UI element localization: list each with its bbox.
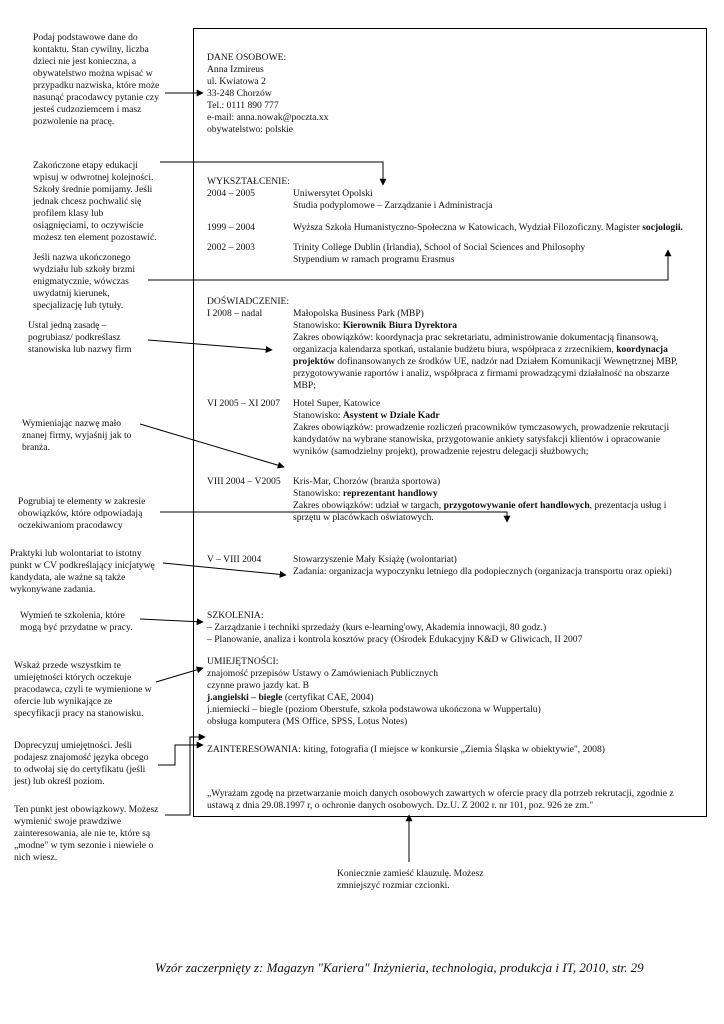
skill-3 <box>207 692 374 704</box>
note-bold-duties: Pogrubiaj te elementy w zakresie obowiązków, które odpowiadają oczekiwaniom pracodawcy <box>18 496 146 531</box>
job3-duties-bold: przygotowywanie ofert handlowych <box>443 500 590 511</box>
cv-document <box>193 28 707 817</box>
job2-position-label: Stanowisko: <box>293 410 341 421</box>
job3-position-value: reprezentant handlowy <box>342 488 438 499</box>
note-trainings: Wymień te szkolenia, które mogą być przydatne w pracy. <box>20 610 133 633</box>
personal-name: Anna Izmireus <box>207 64 264 75</box>
note-interests: Ten punkt jest obowiązkowy. Możesz wymienić swoje prawdziwe zainteresowania, ale nie te, które są „modne" w tym sezonie i niewiele o nich wiesz. <box>14 804 159 863</box>
job3-position <box>293 488 438 500</box>
edu2-school <box>293 222 683 234</box>
note-volunteering: Praktyki lub wolontariat to istotny punkt w CV podkreślający inicjatywę kandydata, ale ważne są także wykonywane zadania. <box>10 548 155 595</box>
skill-2: czynne prawo jazdy kat. B <box>207 680 310 691</box>
edu3-school: Trinity College Dublin (Irlandia), School of Social Sciences and Philosophy <box>293 242 586 253</box>
edu2-date: 1999 – 2004 <box>207 222 255 233</box>
job1-date: I 2008 – nadal <box>207 308 263 319</box>
job3-duties <box>293 500 688 524</box>
note-skills: Wskaż przede wszystkim te umiejętności których oczekuje pracodawca, czyli te wymienione w ofercie lub wynikające ze specyfikacji pracy na stanowisku. <box>14 660 152 719</box>
job1-duties-bold: koordynacja projektów <box>293 344 668 367</box>
job1-position <box>293 320 457 332</box>
job3-position-label: Stanowisko: <box>293 488 341 499</box>
source-footer: Wzór zaczerpnięty z: Magazyn "Kariera" Inżynieria, technologia, produkcja i IT, 2010, str. 29 <box>155 960 644 975</box>
skill-3-bold: j.angielski – biegle <box>207 692 283 703</box>
job3-duties-c: , prezentacja usług i sprzętu w placówkach oświatowych. <box>293 500 667 523</box>
note-bold-rule: Ustal jedną zasadę – pogrubiasz/ podkreślasz stanowiska lub nazwy firm <box>28 320 132 355</box>
edu3-scholarship: Stypendium w ramach programu Erasmus <box>293 254 455 265</box>
edu1-date: 2004 – 2005 <box>207 188 255 199</box>
job1-duties-c: dofinansowanych ze środków UE, nadzór nad Działem Komunikacji Wewnętrznej MBP, przygotowywanie raportów i analiz, współpraca z firmami prowadzącymi działalność na obszarze MBP; <box>293 356 678 391</box>
note-contact: Podaj podstawowe dane do kontaktu. Stan cywilny, liczba dzieci nie jest konieczna, a obywatelstwo można wpisać w przypadku nazwiska, które może nasunąć pracodawcy pytanie czy jesteś cudzoziemcem i masz pozwolenie na pracę. <box>33 32 160 127</box>
note-language-level: Doprecyzuj umiejętności. Jeśli podajesz znajomość języka obcego to odwołaj się do certyfikatu (jeśli jest) lub określ poziom. <box>14 740 149 787</box>
edu1-program: Studia podyplomowe – Zarządzanie i Administracja <box>293 200 493 211</box>
edu2-major: socjologii. <box>642 222 683 233</box>
job1-position-value: Kierownik Biura Dyrektora <box>342 320 458 331</box>
job3-duties-a: Zakres obowiązków: udział w targach, <box>293 500 442 511</box>
edu1-school: Uniwersytet Opolski <box>293 188 373 199</box>
personal-email: e-mail: anna.nowak@poczta.xx <box>207 112 329 123</box>
skill-5: obsługa komputera (MS Office, SPSS, Lotus Notes) <box>207 716 408 727</box>
personal-street: ul. Kwiatowa 2 <box>207 76 266 87</box>
personal-citizenship: obywatelstwo: polskie <box>207 124 294 135</box>
personal-city: 33-248 Chorzów <box>207 88 272 99</box>
trainings-heading: SZKOLENIA: <box>207 610 264 621</box>
training-1: – Zarządzanie i techniki sprzedaży (kurs e-learning'owy, Akademia innowacji, 80 godz.) <box>207 622 547 633</box>
edu3-date: 2002 – 2003 <box>207 242 255 253</box>
note-faculty-name: Jeśli nazwa ukończonego wydziału lub szkoły brzmi enigmatycznie, wówczas uwydatnij kierunek, specjalizację lub tytuły. <box>33 252 136 311</box>
volunteer-org: Stowarzyszenie Mały Książę (wolontariat) <box>293 554 457 565</box>
job2-company: Hotel Super, Katowice <box>293 398 381 409</box>
personal-tel: Tel.: 0111 890 777 <box>207 100 279 111</box>
skills-heading: UMIEJĘTNOŚCI: <box>207 656 279 667</box>
job1-company: Małopolska Business Park (MBP) <box>293 308 424 319</box>
note-clause: Koniecznie zamieść klauzulę. Możesz zmniejszyć rozmiar czcionki. <box>337 868 484 891</box>
job1-duties-a: Zakres obowiązków: koordynacja prac sekretariatu, administrowanie dokumentacją finansową, organizacja kalendarza spotkań, ustalanie budżetu biura, współpraca z zrzecnikiem, <box>293 332 659 355</box>
experience-heading: DOŚWIADCZENIE: <box>207 296 290 307</box>
interests: ZAINTERESOWANIA: kiting, fotografia (I miejsce w konkursie „Ziemia Śląska w obiektywie", 2008) <box>207 744 605 755</box>
job1-position-label: Stanowisko: <box>293 320 341 331</box>
job2-position-value: Asystent w Dziale Kadr <box>342 410 440 421</box>
job3-date: VIII 2004 – V2005 <box>207 476 281 487</box>
personal-heading: DANE OSOBOWE: <box>207 52 287 63</box>
edu2-school-text: Wyższa Szkoła Humanistyczno-Społeczna w Katowicach, Wydział Filozoficzny. Magister <box>293 222 640 233</box>
volunteer-date: V – VIII 2004 <box>207 554 262 565</box>
gdpr-clause: „Wyrażam zgodę na przetwarzanie moich danych osobowych zawartych w ofercie pracy dla potrzeb rekrutacji, zgodnie z ustawą z dnia 29.08.1997 r, o ochronie danych osobowych. Dz.U. Z 2002 r. nr 101, poz. 926 ze zm." <box>207 788 674 811</box>
note-unknown-company: Wymieniając nazwę mało znanej firmy, wyjaśnij jak to branża. <box>22 418 132 453</box>
skill-3-rest: (certyfikat CAE, 2004) <box>282 692 374 703</box>
job2-position <box>293 410 440 422</box>
volunteer-tasks: Zadania: organizacja wypoczynku letniego dla podopiecznych (organizacja transportu oraz opieki) <box>293 566 672 577</box>
skill-4: j.niemiecki – biegle (poziom Oberstufe, szkoła podstawowa ukończona w Wuppertalu) <box>207 704 541 715</box>
job2-date: VI 2005 – XI 2007 <box>207 398 281 409</box>
education-heading: WYKSZTAŁCENIE: <box>207 176 290 187</box>
skill-1: znajomość przepisów Ustawy o Zamówieniach Publicznych <box>207 668 438 679</box>
note-education-order: Zakończone etapy edukacji wpisuj w odwrotnej kolejności. Szkoły średnie pomijamy. Jeśli jednak chcesz pochwalić się profilem klasy lub osiągnięciami, to oczywiście możesz ten element pozostawić. <box>33 160 157 243</box>
job2-duties: Zakres obowiązków: prowadzenie rozliczeń pracowników tymczasowych, prowadzenie rekrutacji kandydatów na wybrane stanowiska, przygotowanie ankiety satysfakcji klientów i opracowanie wyników (samodzielny projekt), prowadzenie rejestru delegacji służbowych; <box>293 422 670 457</box>
job1-duties <box>293 332 688 392</box>
job3-company: Kris-Mar, Chorzów (branża sportowa) <box>293 476 441 487</box>
training-2: – Planowanie, analiza i kontrola kosztów pracy (Ośrodek Edukacyjny K&D w Gliwicach, II 2007 <box>207 634 583 645</box>
